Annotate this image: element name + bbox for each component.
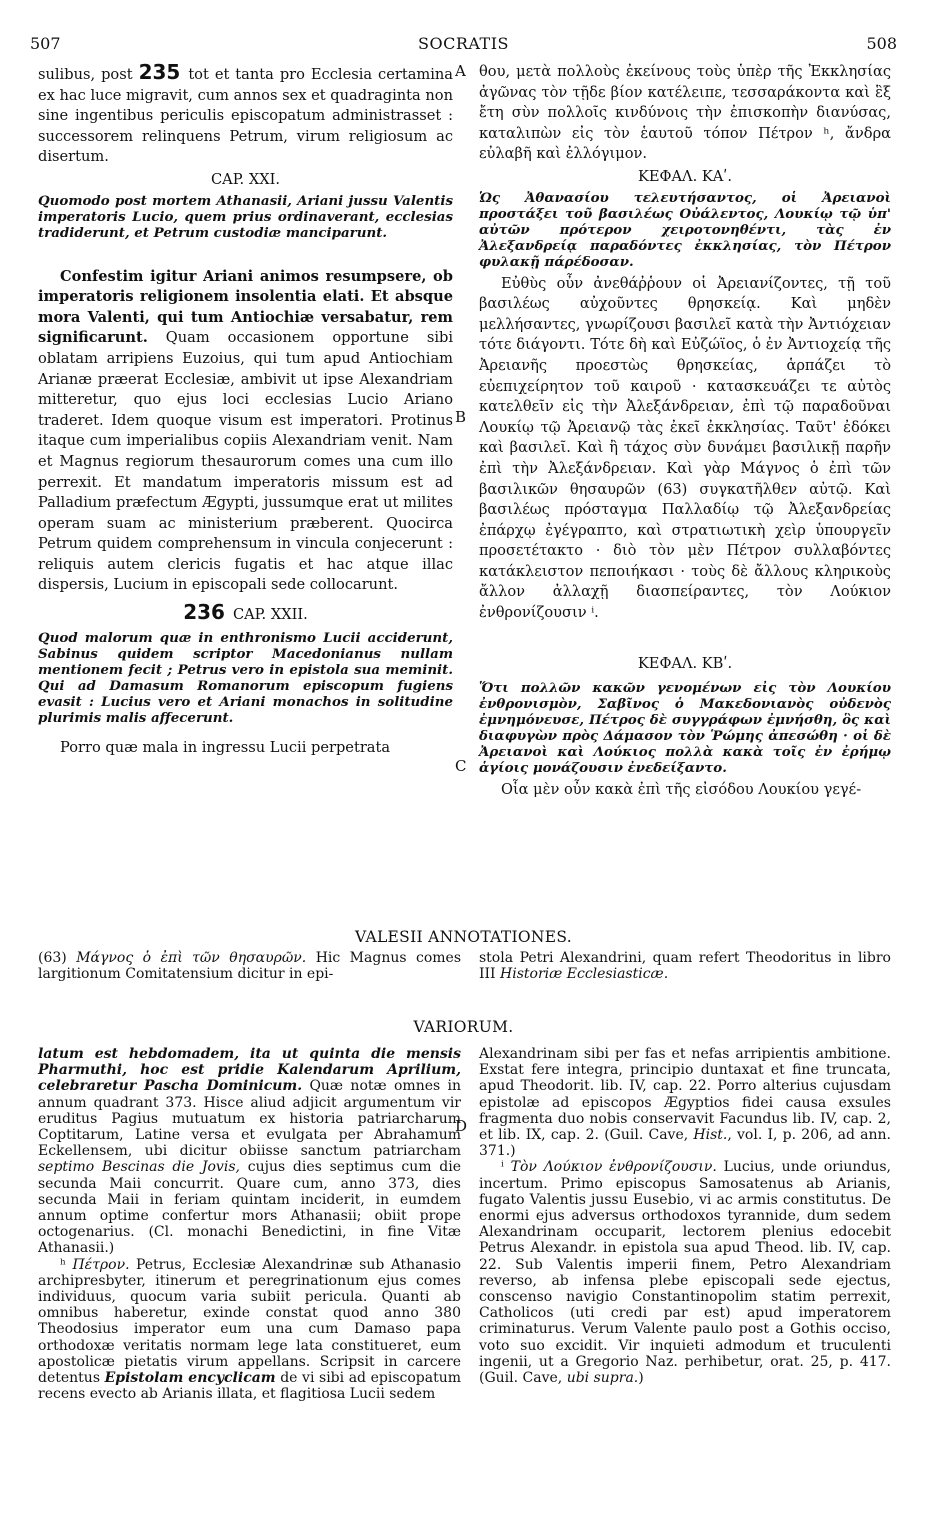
note-marker: ʰ [60, 1256, 67, 1273]
page-number-left: 507 [30, 34, 61, 53]
variorum-right-column [479, 1046, 891, 1386]
note-book-number: III [479, 966, 496, 983]
note-marker: ⁱ [501, 1159, 504, 1176]
greek-column [479, 62, 891, 801]
note-lemma: Πέτρον. [72, 1256, 130, 1273]
margin-letter-d: D [455, 1117, 468, 1135]
greek-paragraph-2: Εὐθὺς οὖν ἀνεθάῤῥουν οἱ Ἀρειανίζοντες, τῇ τοῦ βασιλέως αὐχοῦντες θρησκείᾳ. Καὶ μηδὲν μελλήσαντες, γνωρίζουσι βασιλεῖ κατὰ τὴν Ἀντιόχειαν τότε διάγοντι. Τότε δὴ καὶ Εὐζώϊος, ὁ ἐν Ἀντιοχείᾳ τῆς Ἀρειανῆς προεστὼς θρησκείας, ἁρπάζει τὸ εὐεπιχείρητον τοῦ καιροῦ · κατασκευάζει τε αὐτὸς κατελθεῖν εἰς τὴν Ἀλεξάνδρειαν, ἐπὶ τῷ παραδοῦναι Λουκίῳ τῷ Ἀρειανῷ τὰς ἐκεῖ ἐκκλησίας. Ταῦτ' ἐδόκει καὶ βασιλεῖ. Καὶ ἢ τάχος σὺν δυνάμει βασιλικῇ παρῆν ἐπὶ τὴν Ἀλεξάνδρειαν. Καὶ γὰρ Μάγνος ὁ ἐπὶ τῶν βασιλικῶν θησαυρῶν (63) συγκατῆλθεν αὐτῷ. Καὶ βασιλέως πρόσταγμα Παλλαδίῳ τῷ Ἀλεξανδρείας ἐπάρχῳ ἐγέγραπτο, καὶ στρατιωτικὴ χεὶρ ὑπουργεῖν προσετέτακτο · διὸ τὸν μὲν Πέτρον συλλαβόντες κατάκλειστον πεποιήκασι · τοὺς δὲ ἄλλους κληρικοὺς ἄλλον ἀλλαχῇ διασπείραντες, τὸν Λούκιον ἐνθρονίζουσιν ⁱ. [479, 274, 891, 622]
latin-text-bold: Confestim igitur Ariani animos resumpsere, ob imperatoris religionem insolentia elati. Et absque mora Valenti, qui tum Antiochiæ versabatur, rem significarunt. [38, 267, 453, 347]
margin-letter-a: A [455, 62, 466, 80]
note-text: Lucius, unde oriundus, incertum. Primo episcopus Samosatenus ab Arianis, fugato Valentis jussu Eusebio, vi ac armis constitutus. De enormi ejus adversus orthodoxos tyrannide, dum sedem Alexandrinam occuparit, lectorem plenius edocebit Petrus Alexandr. in epistola sua apud Theod. lib. IV, cap. 22. Sub Valentis imperii finem, Petro Alexandriam reverso, ab infensa plebe episcopali sede ejectus, conscenso navigio Constantinopolim statim perrexit, Catholicos (uti credi par est) apud imperatorem criminaturus. Verum Valente paulo post a Gothis occiso, voto suo excidit. Vir inquieti admodum et truculenti ingenii, ut a Gregorio Naz. perhibetur, orat. 25, p. 417. (Guil. Cave, [479, 1159, 891, 1387]
valesii-heading: VALESII ANNOTATIONES. [355, 928, 572, 946]
note-text: Petrus, Ecclesiæ Alexandrinæ sub Athanasio archipresbyter, itinerum et peregrinationum ejus comes individuus, quocum varia subiit pericula. Quanti ab omnibus haberetur, exinde constat quod anno 380 Theodosius imperator eum una cum Damaso papa orthodoxæ veritatis normam lege lata constitueret, eum apostolicæ pietatis virum appellans. Scripsit in carcere detentus [38, 1256, 462, 1387]
note-text: stola Petri Alexandrini, quam refert Theodoritus in libro [479, 950, 891, 966]
variorum-note-h-cont [479, 1046, 891, 1159]
greek-chapter-22-heading: ΚΕΦΑΛ. ΚΒʹ. [637, 654, 733, 672]
note-text: ) [638, 1370, 644, 1387]
latin-text: tot et tanta pro Ecclesia certamina ex hac luce migravit, cum annos sex et quadraginta non sine ingentibus periculis episcopatum administrasset : successorem relinquens Petrum, virum religiosum ac disertum. [38, 66, 454, 166]
greek-chapter-22-summary: Ὅτι πολλῶν κακῶν γενομένων εἰς τὸν Λουκίου ἐνθρονισμὸν, Σαβῖνος ὁ Μακεδονιανὸς οὐδενὸς ἐμνημόνευσε, Πέτρος δὲ συγγράφων ἐμνήσθη, ὃς καὶ διαφυγὼν πρὸς Δάμασον τὸν Ῥώμης ἀπεσώθη · οἱ δὲ Ἀρειανοὶ καὶ Λούκιος πολλὰ κακὰ τοῖς ἐν ἐρήμῳ ἁγίοις μονάζουσιν ἐνεδείξαντο. [479, 680, 891, 777]
note-text: de vi sibi ad episcopatum recens evecto ab Arianis illata, et flagitiosa Lucii sedem [38, 1370, 462, 1403]
latin-chapter-21-summary: Quomodo post mortem Athanasii, Ariani jussu Valentis imperatoris Lucio, quem prius ordinaverant, ecclesias tradiderunt, et Petrum custodiæ manciparunt. [38, 192, 453, 241]
note-text-italic: septimo Bescinas die Jovis, [38, 1159, 240, 1176]
note-number: (63) [38, 950, 67, 966]
running-header [30, 34, 897, 54]
note-title: Historiæ Ecclesiasticæ. [500, 966, 669, 983]
margin-letter-c: C [455, 757, 467, 775]
variorum-left-column [38, 1046, 461, 1402]
latin-paragraph-1 [38, 62, 453, 168]
page-number-right: 508 [866, 34, 897, 53]
greek-paragraph-1: θου, μετὰ πολλοὺς ἐκείνους τοὺς ὑπὲρ τῆς Ἐκκλησίας ἀγῶνας τὸν τῇδε βίον κατέλειπε, τεσσαράκοντα καὶ ἓξ ἔτη σὺν πολλοῖς κινδύνοις τὴν ἐπισκοπὴν διανύσας, καταλιπὼν εἰς τὸν ἑαυτοῦ τόπον Πέτρον ʰ, ἄνδρα εὐλαβῆ καὶ ἐλλόγιμον. [479, 63, 891, 163]
latin-text: Quam occasionem opportune sibi oblatam arripiens Euzoius, qui tum apud Antiochiam Arianæ præerat Ecclesiæ, ambivit ut ipse Alexandriam mitteretur, quo ejus loci ecclesias Lucio Ariano traderet. Idem quoque visum est imperatori. Protinus itaque cum imperialibus copiis Alexandriam venit. Nam et Magnus regiorum thesaurorum comes una cum illo perrexit. Et mandatum imperatoris missum est ad Palladium præfectum Ægypti, jussumque erat ut milites operam suam ac ministerium præberent. Quocirca Petrum quidem comprehensum in vincula conjecerunt : reliquis autem clericis fugatis et hac atque illac dispersis, Lucium in episcopali sede collocarunt. [38, 329, 453, 594]
margin-letter-b: B [455, 408, 467, 426]
variorum-heading: VARIORUM. [413, 1018, 514, 1036]
latin-chapter-21-heading: CAP. XXI. [210, 170, 281, 188]
latin-paragraph-3: Porro quæ mala in ingressu Lucii perpetrata [60, 738, 391, 756]
note-text: , vol. I, p. 206, ad ann. 371.) [479, 1127, 892, 1160]
latin-chapter-22-summary: Quod malorum quæ in enthronismo Lucii acciderunt, Sabinus quidem scriptor Macedonianus nullam mentionem fecit ; Petrus vero in epistola sua meminit. Qui ad Damasum Romanorum episcopum fugiens evasit : Lucius vero et Ariani monachos in solitudine plurimis malis affecerunt. [38, 629, 453, 726]
valesii-note-right [479, 950, 891, 982]
valesii-note-left [38, 950, 461, 982]
page-marker-235: 235 [138, 60, 181, 84]
greek-chapter-21-summary: Ὡς Ἀθανασίου τελευτήσαντος, οἱ Ἀρειανοὶ προστάξει τοῦ βασιλέως Οὐάλεντος, Λουκίῳ τῷ ὑπ' αὐτῶν πρότερον χειροτονηθέντι, τὰς ἐν Ἀλεξανδρείᾳ παραδόντες ἐκκλησίας, τὸν Πέτρον φυλακῇ πάρέδοσαν. [479, 189, 891, 270]
latin-chapter-22-heading [38, 602, 453, 626]
variorum-note-i [479, 1159, 891, 1386]
page-marker-236: 236 [183, 600, 225, 625]
note-text: Quæ notæ omnes in annum quadrant 373. Hisce aliud adjicit argumentum vir eruditus Pagius mutuatum ex historia patriarcharum Coptitarum, Latine versa et evulgata per Abrahamum Eckellensem, ubi dicitur obiisse sanctum patriarcham [38, 1078, 462, 1160]
greek-paragraph-3: Οἷα μὲν οὖν κακὰ ἐπὶ τῆς εἰσόδου Λουκίου γεγέ- [501, 781, 862, 799]
note-lemma: Τὸν Λούκιον ἐνθρονίζουσιν. [510, 1159, 717, 1176]
note-text: cujus dies septimus cum die secunda Maii concurrit. Quare cum, anno 373, dies secunda Maii in feriam quintam inciderit, in eumdem annum optime confertur mors Athanasii; obiit prope octogenarius. (Cl. monachi Benedictini, in fine Vitæ Athanasii.) [38, 1159, 462, 1257]
running-title: SOCRATIS [418, 34, 509, 53]
note-text-italic: Hist. [693, 1127, 728, 1144]
note-lemma: Μάγνος ὁ ἐπὶ τῶν θησαυρῶν. [76, 950, 307, 966]
note-text-italic: Epistolam encyclicam [104, 1370, 276, 1387]
latin-chapter-22-label: CAP. XXII. [232, 606, 308, 624]
greek-chapter-21-heading: ΚΕΦΑΛ. ΚΑʹ. [637, 167, 733, 185]
note-text: Hic Magnus comes largitionum Comitatensium dicitur in epi- [38, 950, 462, 983]
latin-text: sulibus, post [38, 66, 133, 83]
latin-column [38, 62, 453, 758]
note-text-italic: ubi supra. [566, 1370, 639, 1387]
variorum-note-g [38, 1046, 461, 1257]
latin-paragraph-2 [38, 267, 453, 597]
note-text: Alexandrinam sibi per fas et nefas arripientis ambitione. Exstat fere integra, principio duntaxat et fine truncata, apud Theodorit. lib. IV, cap. 22. Porro alterius cujusdam epistolæ ad episcopos Ægyptios fidei causa exsules fragmenta duo nobis conservavit Facundus lib. IV, cap. 2, et lib. IX, cap. 2. (Guil. Cave, [479, 1046, 891, 1144]
note-text-italic: latum est hebdomadem, ita ut quinta die mensis Pharmuthi, hoc est pridie Kalendarum Aprilium, celebraretur Pascha Dominicum. [38, 1046, 461, 1095]
variorum-note-h [38, 1257, 461, 1403]
